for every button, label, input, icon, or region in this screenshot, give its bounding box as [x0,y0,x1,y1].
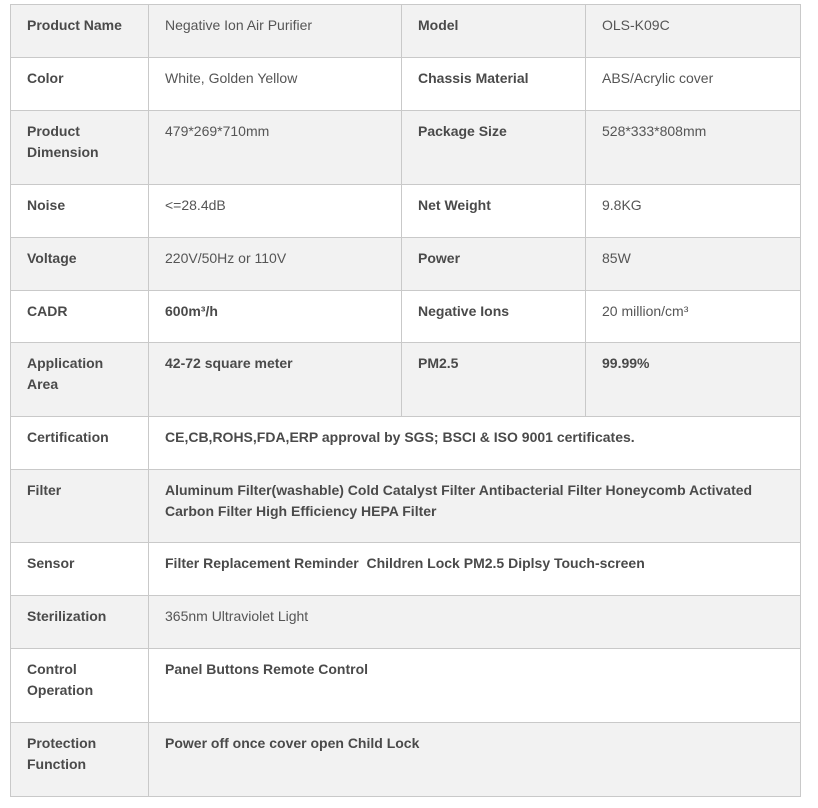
spec-value: Aluminum Filter(washable) Cold Catalyst Filter Antibacterial Filter Honeycomb Activated Carbon Filter High Efficiency HEPA Filter [149,470,801,543]
spec-label: Voltage [11,238,149,291]
table-row [11,238,801,291]
spec-value: 528*333*808mm [586,111,801,185]
spec-label: CADR [11,291,149,343]
table-row [11,58,801,111]
table-row [11,343,801,417]
spec-label: PM2.5 [402,343,586,417]
spec-value: 479*269*710mm [149,111,402,185]
table-row [11,723,801,797]
spec-label: Filter [11,470,149,543]
spec-label: Negative Ions [402,291,586,343]
spec-table [10,4,801,797]
spec-label: Sterilization [11,596,149,649]
spec-value: <=28.4dB [149,185,402,238]
spec-value: 99.99% [586,343,801,417]
spec-label: Model [402,5,586,58]
spec-value: 20 million/cm³ [586,291,801,343]
spec-value: Negative Ion Air Purifier [149,5,402,58]
spec-value: OLS-K09C [586,5,801,58]
spec-label: Control Operation [11,649,149,723]
spec-value: CE,CB,ROHS,FDA,ERP approval by SGS; BSCI & ISO 9001 certificates. [149,417,801,470]
spec-label: Certification [11,417,149,470]
spec-value: Filter Replacement Reminder Children Lock PM2.5 Diplsy Touch-screen [149,543,801,596]
spec-label: Sensor [11,543,149,596]
spec-value: White, Golden Yellow [149,58,402,111]
spec-label: Product Dimension [11,111,149,185]
table-row [11,291,801,343]
table-row [11,470,801,543]
spec-value: 600m³/h [149,291,402,343]
spec-label: Noise [11,185,149,238]
spec-value: 85W [586,238,801,291]
table-row [11,596,801,649]
table-row [11,5,801,58]
spec-label: Power [402,238,586,291]
table-row [11,417,801,470]
spec-value: 9.8KG [586,185,801,238]
table-row [11,185,801,238]
spec-label: Chassis Material [402,58,586,111]
spec-label: Color [11,58,149,111]
spec-label: Protection Function [11,723,149,797]
table-row [11,649,801,723]
spec-label: Package Size [402,111,586,185]
table-row [11,111,801,185]
spec-value: ABS/Acrylic cover [586,58,801,111]
spec-value: Power off once cover open Child Lock [149,723,801,797]
spec-value: 42-72 square meter [149,343,402,417]
spec-label: Application Area [11,343,149,417]
spec-value: Panel Buttons Remote Control [149,649,801,723]
spec-label: Product Name [11,5,149,58]
table-row [11,543,801,596]
spec-value: 220V/50Hz or 110V [149,238,402,291]
spec-label: Net Weight [402,185,586,238]
spec-value: 365nm Ultraviolet Light [149,596,801,649]
